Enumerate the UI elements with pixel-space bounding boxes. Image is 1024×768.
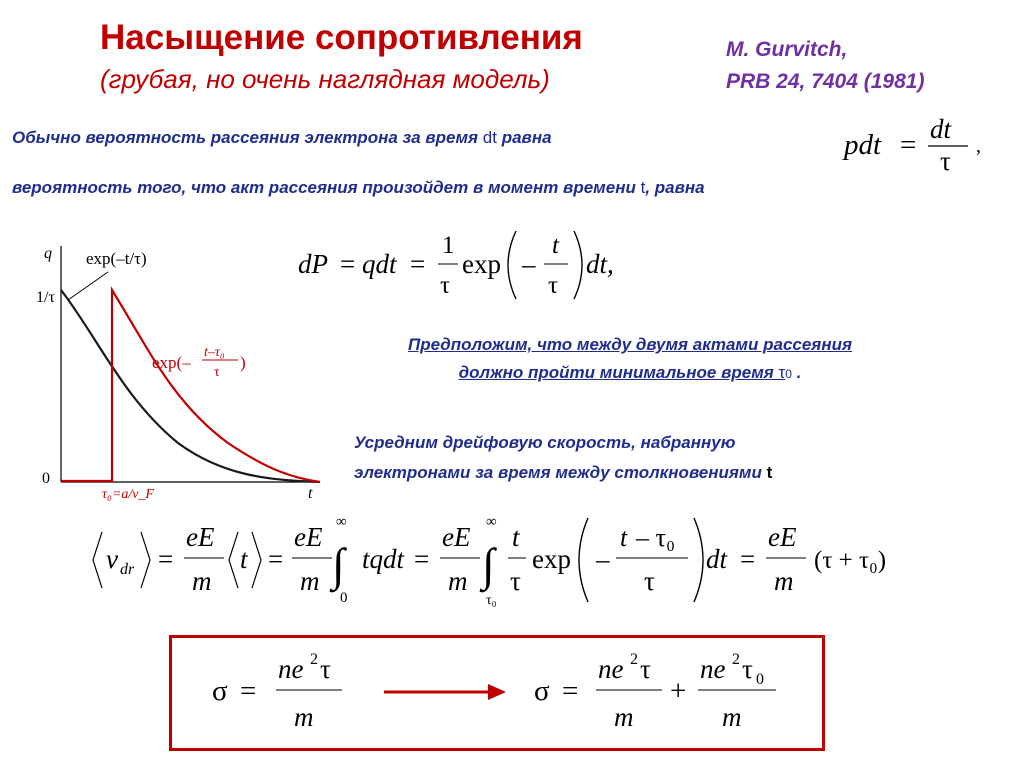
formula-part: eE xyxy=(186,522,215,552)
formula-part: τ xyxy=(742,654,753,684)
formula-part: exp xyxy=(462,249,501,279)
formula-part: t xyxy=(620,523,628,552)
formula-part: 0 xyxy=(756,671,764,688)
formula-part: 2 xyxy=(732,651,740,668)
var-t: t xyxy=(640,178,646,197)
formula-part: = xyxy=(268,544,284,574)
formula-part: 1 xyxy=(442,232,455,259)
formula-part: ∞ xyxy=(336,514,347,530)
integral-sign: ∫ xyxy=(332,539,345,590)
assumption-line2 xyxy=(330,359,930,388)
curve-exp-t xyxy=(61,290,320,482)
assumption-line1: Предположим, что между двумя актами рассеяния xyxy=(407,335,852,354)
formula-lhs: pdt xyxy=(844,129,882,161)
formula-part: m xyxy=(614,702,634,732)
formula-part: exp xyxy=(532,544,571,574)
formula-part: τ₀ xyxy=(486,593,497,608)
formula-part: t xyxy=(512,522,520,552)
formula-part: = xyxy=(410,249,426,279)
paren-left xyxy=(579,518,588,602)
formula-part: – τ₀ xyxy=(636,523,676,552)
formula-part: 0 xyxy=(340,590,348,606)
label-exp-shifted xyxy=(152,345,246,380)
formula-part: τ xyxy=(510,566,521,596)
y-axis-label: q xyxy=(44,245,52,262)
text-segment: вероятность того, что акт рассеяния произойдет в момент времени xyxy=(12,178,641,197)
formula-pdt xyxy=(830,112,1000,174)
formula-part: = xyxy=(240,675,257,707)
tau-symbol: τ xyxy=(778,363,786,382)
formula-part: eE xyxy=(442,522,471,552)
formula-part: = xyxy=(414,544,430,574)
formula-part: 2 xyxy=(310,651,318,668)
formula-part: dt xyxy=(706,544,728,574)
averaging-line1: Усредним дрейфовую скорость, набранную xyxy=(354,433,736,452)
formula-part: ne xyxy=(598,654,624,684)
text-segment: , равна xyxy=(645,178,705,197)
formula-part: τ xyxy=(640,654,651,684)
formula-part: qdt xyxy=(362,249,397,279)
paren-left xyxy=(508,231,516,299)
formula-denominator: τ xyxy=(940,146,951,174)
var-t: t xyxy=(766,463,773,482)
text-probability-line xyxy=(12,128,552,148)
formula-part: + xyxy=(670,675,687,707)
page-subtitle: (грубая, но очень наглядная модель) xyxy=(100,64,550,94)
formula-part: ne xyxy=(278,654,304,684)
formula-part: t xyxy=(240,544,248,574)
text-segment: . xyxy=(791,363,802,382)
reference-author: M. Gurvitch, xyxy=(726,38,848,61)
paren-right xyxy=(694,518,703,602)
angle-bracket xyxy=(252,532,261,588)
text-assumption xyxy=(330,331,930,388)
y-tick-zero: 0 xyxy=(42,470,50,487)
text-moment-line xyxy=(12,178,705,198)
angle-bracket xyxy=(229,532,238,588)
formula-part: = xyxy=(740,544,756,574)
formula-part: v xyxy=(106,544,118,574)
text-segment: должно пройти минимальное время xyxy=(458,363,779,382)
paren-right xyxy=(574,231,582,299)
formula-part: eE xyxy=(294,522,323,552)
var-dt: dt xyxy=(482,128,497,147)
formula-part: ∞ xyxy=(486,514,497,530)
formula-equals: = xyxy=(900,129,917,161)
text-segment: равна xyxy=(496,128,552,147)
formula-part: (τ + τ₀) xyxy=(814,547,887,574)
formula-part: t xyxy=(552,232,559,259)
label-exp-shifted-part: exp(– xyxy=(152,353,191,372)
formula-part: = xyxy=(158,544,174,574)
formula-part: m xyxy=(448,566,468,596)
label-pointer xyxy=(68,272,108,300)
formula-part: 2 xyxy=(630,651,638,668)
integral-sign: ∫ xyxy=(482,539,495,590)
formula-part: = xyxy=(340,249,356,279)
angle-bracket xyxy=(141,532,150,588)
formula-comma: , xyxy=(976,135,981,157)
formula-part: m xyxy=(722,702,742,732)
formula-part: m xyxy=(300,566,320,596)
formula-numerator: dt xyxy=(930,114,952,144)
probability-graph xyxy=(28,238,328,508)
formula-part: – xyxy=(522,249,536,279)
text-segment: Обычно вероятность рассеяния электрона за время xyxy=(12,128,483,147)
formula-part: dt, xyxy=(586,249,614,279)
formula-dp xyxy=(290,225,630,305)
averaging-line2 xyxy=(354,458,772,488)
arrow-icon xyxy=(488,684,506,700)
formula-part: ne xyxy=(700,654,726,684)
formula-conductivity xyxy=(172,638,822,748)
formula-part: = xyxy=(562,675,579,707)
page-title: Насыщение сопротивления xyxy=(100,18,583,57)
label-exp-shifted-part: t–τ₀ xyxy=(204,345,225,360)
formula-part: eE xyxy=(768,522,797,552)
formula-part: τ xyxy=(548,272,559,299)
y-tick-one-over-tau: 1/τ xyxy=(36,289,55,306)
formula-drift-velocity xyxy=(88,510,928,610)
curve-exp-shifted xyxy=(61,290,320,482)
formula-part: m xyxy=(294,702,314,732)
formula-part: – xyxy=(596,544,610,574)
formula-part: τ xyxy=(644,566,655,596)
formula-part: tqdt xyxy=(362,544,405,574)
tau-subscript: 0 xyxy=(785,367,792,381)
formula-part: dP xyxy=(298,249,328,279)
label-exp-t: exp(–t/τ) xyxy=(86,249,147,268)
x-axis-label: t xyxy=(308,485,313,502)
formula-part: τ xyxy=(320,654,331,684)
reference-journal: PRB 24, 7404 (1981) xyxy=(726,70,925,93)
label-exp-shifted-part: ) xyxy=(240,353,246,372)
formula-part: σ xyxy=(212,675,228,707)
x-tick-tau0: τ₀=a/v_F xyxy=(102,487,154,502)
formula-part: dr xyxy=(120,561,135,578)
angle-bracket xyxy=(93,532,102,588)
formula-part: m xyxy=(192,566,212,596)
formula-part: m xyxy=(774,566,794,596)
formula-part: σ xyxy=(534,675,550,707)
label-exp-shifted-part: τ xyxy=(214,365,220,380)
text-averaging xyxy=(354,428,772,488)
formula-part: τ xyxy=(440,272,451,299)
text-segment: электронами за время между столкновениями xyxy=(354,463,767,482)
